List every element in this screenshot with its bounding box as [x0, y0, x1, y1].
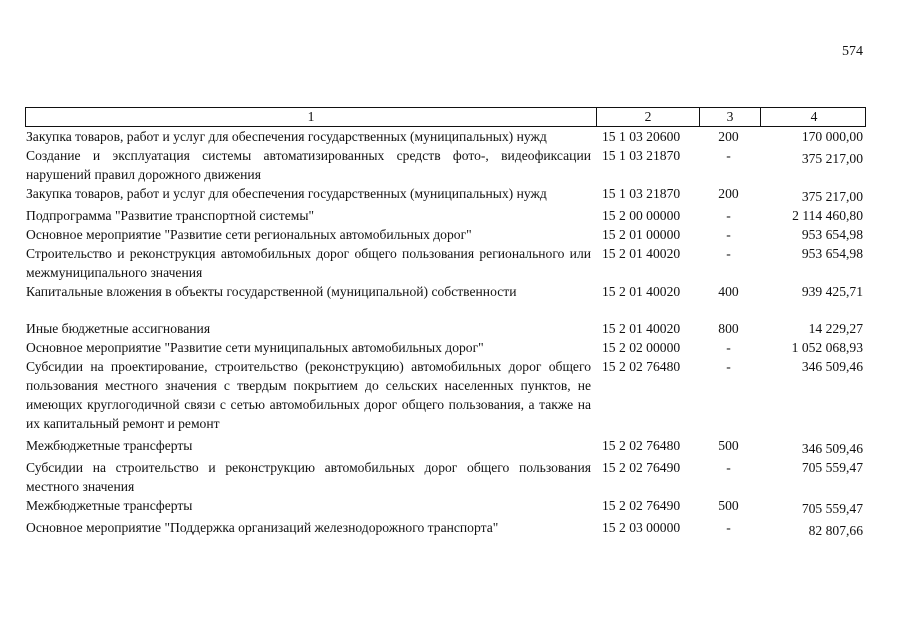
row-name: Подпрограмма "Развитие транспортной системы"	[26, 208, 315, 223]
table-row	[25, 518, 866, 540]
row-type: -	[726, 359, 731, 374]
row-spacer	[25, 301, 866, 319]
row-name: Субсидии на проектирование, строительство (реконструкцию) автомобильных дорог общего пользования местного значения с твердым покрытием до сельских населенных пунктов, не имеющих круглогодичной связи с сетью автомобильных дорог общего пользования, а также на их капитальный ремонт и ремонт	[26, 359, 591, 431]
row-type: -	[726, 246, 731, 261]
row-amount: 1 052 068,93	[791, 340, 863, 355]
row-code: 15 2 03 00000	[602, 520, 681, 535]
row-amount: 170 000,00	[801, 129, 863, 144]
row-name: Создание и эксплуатация системы автоматизированных средств фото-, видеофиксации нарушений правил дорожного движения	[26, 148, 591, 182]
header-col-2: 2	[596, 108, 699, 126]
row-amount: 705 559,47	[801, 501, 863, 516]
row-name: Закупка товаров, работ и услуг для обеспечения государственных (муниципальных) нужд	[26, 129, 547, 144]
table-row	[25, 319, 866, 338]
row-name: Межбюджетные трансферты	[26, 438, 193, 453]
row-amount: 705 559,47	[801, 460, 863, 475]
budget-table	[25, 107, 866, 540]
table-row	[25, 225, 866, 244]
header-col-1: 1	[307, 109, 315, 124]
row-amount: 82 807,66	[808, 523, 863, 538]
row-name: Закупка товаров, работ и услуг для обеспечения государственных (муниципальных) нужд	[26, 186, 547, 201]
row-code: 15 2 02 76480	[602, 438, 681, 453]
row-code: 15 1 03 21870	[602, 186, 681, 201]
row-amount: 2 114 460,80	[792, 208, 863, 223]
row-code: 15 1 03 20600	[602, 129, 681, 144]
row-type: 800	[718, 321, 739, 336]
row-name: Субсидии на строительство и реконструкцию автомобильных дорог общего пользования местного значения	[26, 460, 591, 494]
row-code: 15 2 01 00000	[602, 227, 681, 242]
row-amount: 939 425,71	[801, 284, 863, 299]
row-name: Строительство и реконструкция автомобильных дорог общего пользования регионального или межмуниципального значения	[26, 246, 591, 280]
row-type: -	[726, 148, 731, 163]
table-row	[25, 206, 866, 225]
row-code: 15 2 01 40020	[602, 246, 681, 261]
row-name: Межбюджетные трансферты	[26, 498, 193, 513]
row-name: Основное мероприятие "Развитие сети муниципальных автомобильных дорог"	[26, 340, 484, 355]
row-code: 15 2 00 00000	[602, 208, 681, 223]
row-type: -	[726, 227, 731, 242]
row-type: 200	[718, 186, 739, 201]
row-type: 500	[718, 498, 739, 513]
row-name: Основное мероприятие "Развитие сети региональных автомобильных дорог"	[26, 227, 472, 242]
table-row	[25, 282, 866, 301]
table-row	[25, 146, 866, 184]
row-code: 15 2 01 40020	[602, 321, 681, 336]
row-amount: 346 509,46	[801, 359, 863, 374]
table-row	[25, 184, 866, 206]
row-amount: 346 509,46	[801, 441, 863, 456]
row-code: 15 2 02 00000	[602, 340, 681, 355]
row-name: Основное мероприятие "Поддержка организаций железнодорожного транспорта"	[26, 520, 499, 535]
row-code: 15 2 02 76490	[602, 498, 681, 513]
row-type: -	[726, 520, 731, 535]
row-type: -	[726, 460, 731, 475]
table-row	[25, 496, 866, 518]
page-number: 574	[842, 44, 863, 59]
table-row	[25, 436, 866, 458]
table-row	[25, 338, 866, 357]
row-code: 15 2 01 40020	[602, 284, 681, 299]
table-header	[25, 107, 866, 127]
row-amount: 953 654,98	[801, 246, 863, 261]
row-amount: 375 217,00	[801, 151, 863, 166]
row-amount: 953 654,98	[801, 227, 863, 242]
row-amount: 375 217,00	[801, 189, 863, 204]
row-code: 15 2 02 76490	[602, 460, 681, 475]
row-name: Капитальные вложения в объекты государственной (муниципальной) собственности	[26, 284, 517, 299]
row-amount: 14 229,27	[808, 321, 863, 336]
header-col-4: 4	[760, 108, 867, 126]
table-row	[25, 458, 866, 496]
header-col-3: 3	[699, 108, 760, 126]
table-row	[25, 357, 866, 433]
row-type: 400	[718, 284, 739, 299]
table-row	[25, 127, 866, 146]
row-type: -	[726, 208, 731, 223]
row-type: 500	[718, 438, 739, 453]
row-name: Иные бюджетные ассигнования	[26, 321, 211, 336]
row-code: 15 1 03 21870	[602, 148, 681, 163]
row-code: 15 2 02 76480	[602, 359, 681, 374]
table-row	[25, 244, 866, 282]
row-type: 200	[718, 129, 739, 144]
row-type: -	[726, 340, 731, 355]
